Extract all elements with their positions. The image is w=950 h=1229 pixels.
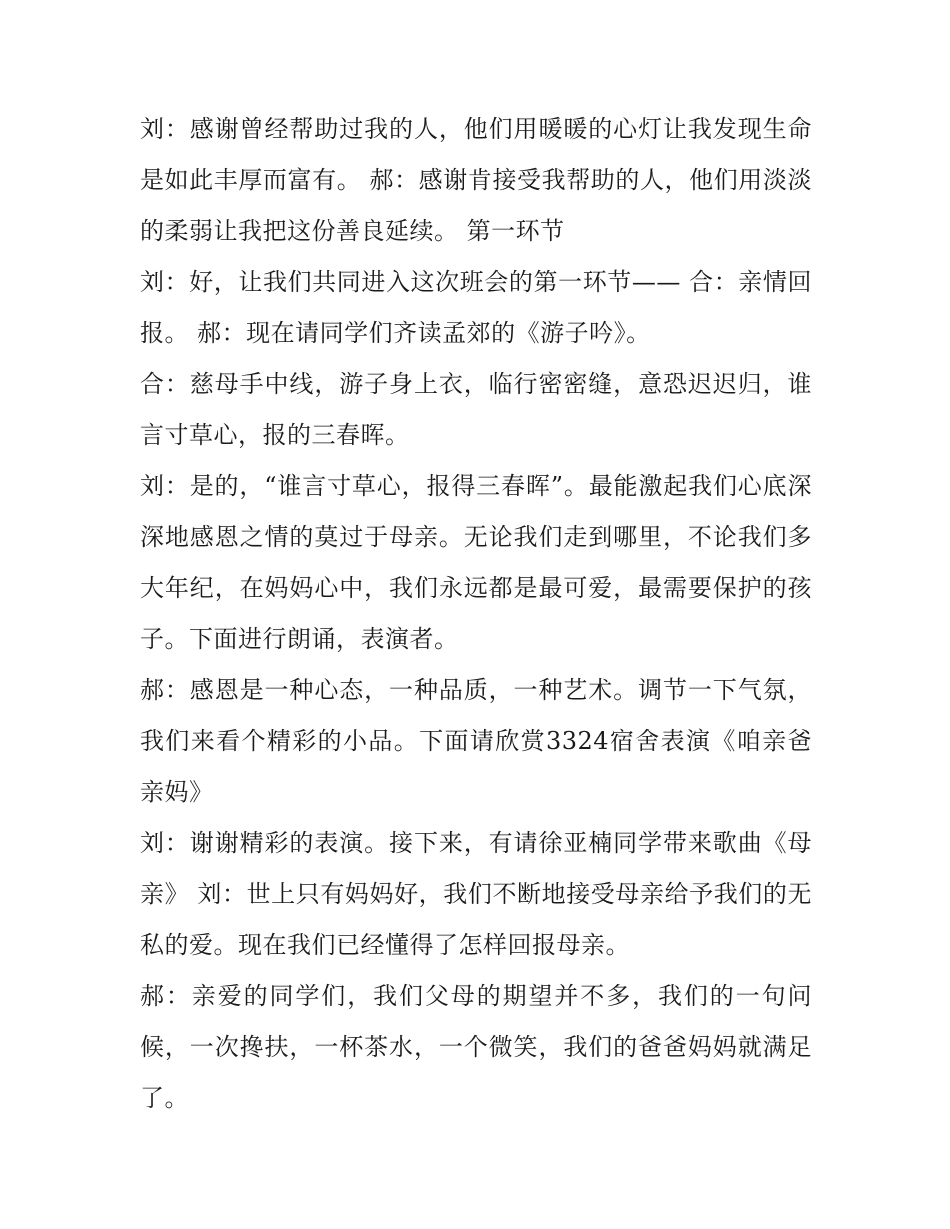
paragraph-5: 郝：感恩是一种心态，一种品质，一种艺术。调节一下气氛，我们来看个精彩的小品。下面请欣赏3324宿舍表演《咱亲爸亲妈》 [140, 676, 812, 806]
paragraph-2: 刘：好，让我们共同进入这次班会的第一环节—— 合：亲情回报。 郝：现在请同学们齐读孟郊的《游子吟》。 [140, 268, 812, 347]
paragraph-4: 刘：是的，“谁言寸草心，报得三春晖”。最能激起我们心底深深地感恩之情的莫过于母亲。无论我们走到哪里，不论我们多大年纪，在妈妈心中，我们永远都是最可爱，最需要保护的孩子。下面进行朗诵，表演者。 [140, 472, 812, 653]
paragraph-7: 郝：亲爱的同学们，我们父母的期望并不多，我们的一句问候，一次搀扶，一杯茶水，一个微笑，我们的爸爸妈妈就满足了。 [140, 982, 812, 1112]
document-body [140, 104, 812, 1124]
paragraph-6: 刘：谢谢精彩的表演。接下来，有请徐亚楠同学带来歌曲《母亲》 刘：世上只有妈妈好，我们不断地接受母亲给予我们的无私的爱。现在我们已经懂得了怎样回报母亲。 [140, 829, 812, 959]
paragraph-1: 刘：感谢曾经帮助过我的人，他们用暖暖的心灯让我发现生命是如此丰厚而富有。 郝：感谢肯接受我帮助的人，他们用淡淡的柔弱让我把这份善良延续。 第一环节 [140, 115, 812, 245]
paragraph-3: 合：慈母手中线，游子身上衣，临行密密缝，意恐迟迟归，谁言寸草心，报的三春晖。 [140, 370, 812, 449]
